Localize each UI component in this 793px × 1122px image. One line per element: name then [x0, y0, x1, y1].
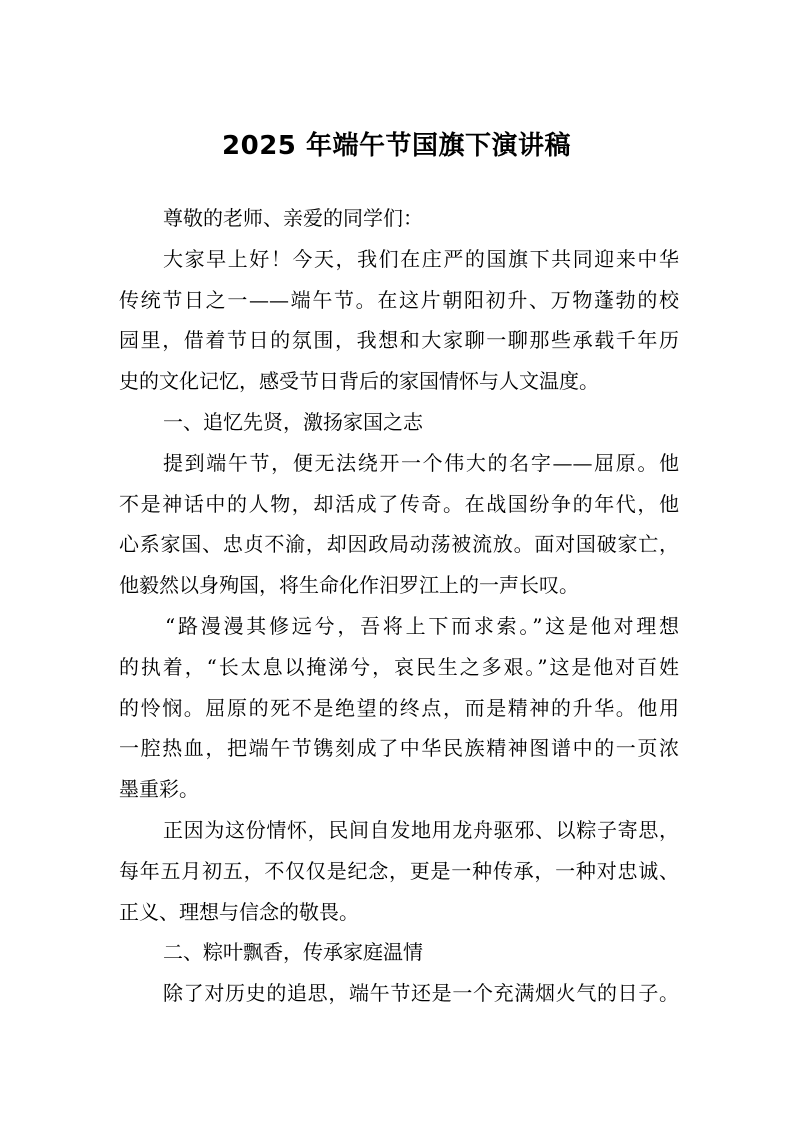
paragraph-line: 每年五月初五，不仅仅是纪念，更是一种传承，一种对忠诚、: [119, 858, 679, 883]
paragraph-line: 心系家国、忠贞不渝，却因政局动荡被流放。面对国破家亡，: [119, 532, 679, 557]
paragraph-line: 传统节日之一——端午节。在这片朝阳初升、万物蓬勃的校: [119, 287, 679, 312]
paragraph-line: 不是神话中的人物，却活成了传奇。在战国纷争的年代，他: [119, 491, 679, 516]
paragraph-line: 正义、理想与信念的敬畏。: [119, 899, 359, 924]
section-heading: 二、粽叶飘香，传承家庭温情: [163, 940, 423, 965]
paragraph-line: 的怜悯。屈原的死不是绝望的终点，而是精神的升华。他用: [119, 695, 679, 720]
paragraph-line: 墨重彩。: [119, 777, 199, 802]
paragraph-line: 一腔热血，把端午节镌刻成了中华民族精神图谱中的一页浓: [119, 736, 679, 761]
paragraph-line: 正因为这份情怀，民间自发地用龙舟驱邪、以粽子寄思，: [163, 817, 679, 842]
paragraph-line: 除了对历史的追思，端午节还是一个充满烟火气的日子。: [163, 981, 679, 1006]
paragraph-line: 的执着，“长太息以掩涕兮，哀民生之多艰。”这是他对百姓: [119, 654, 679, 679]
salutation-line: 尊敬的老师、亲爱的同学们：: [163, 206, 423, 230]
document-title: 2025 年端午节国旗下演讲稿: [222, 131, 571, 161]
paragraph-line: 园里，借着节日的氛围，我想和大家聊一聊那些承载千年历: [119, 328, 679, 353]
paragraph-line: “路漫漫其修远兮，吾将上下而求索。”这是他对理想: [165, 613, 679, 638]
paragraph-line: 提到端午节，便无法绕开一个伟大的名字——屈原。他: [163, 450, 679, 475]
paragraph-line: 大家早上好！今天，我们在庄严的国旗下共同迎来中华: [163, 246, 679, 271]
paragraph-line: 史的文化记忆，感受节日背后的家国情怀与人文温度。: [119, 369, 599, 394]
document-body: [119, 198, 679, 1014]
section-heading: 一、追忆先贤，激扬家国之志: [163, 409, 423, 434]
paragraph-line: 他毅然以身殉国，将生命化作汨罗江上的一声长叹。: [119, 573, 579, 598]
